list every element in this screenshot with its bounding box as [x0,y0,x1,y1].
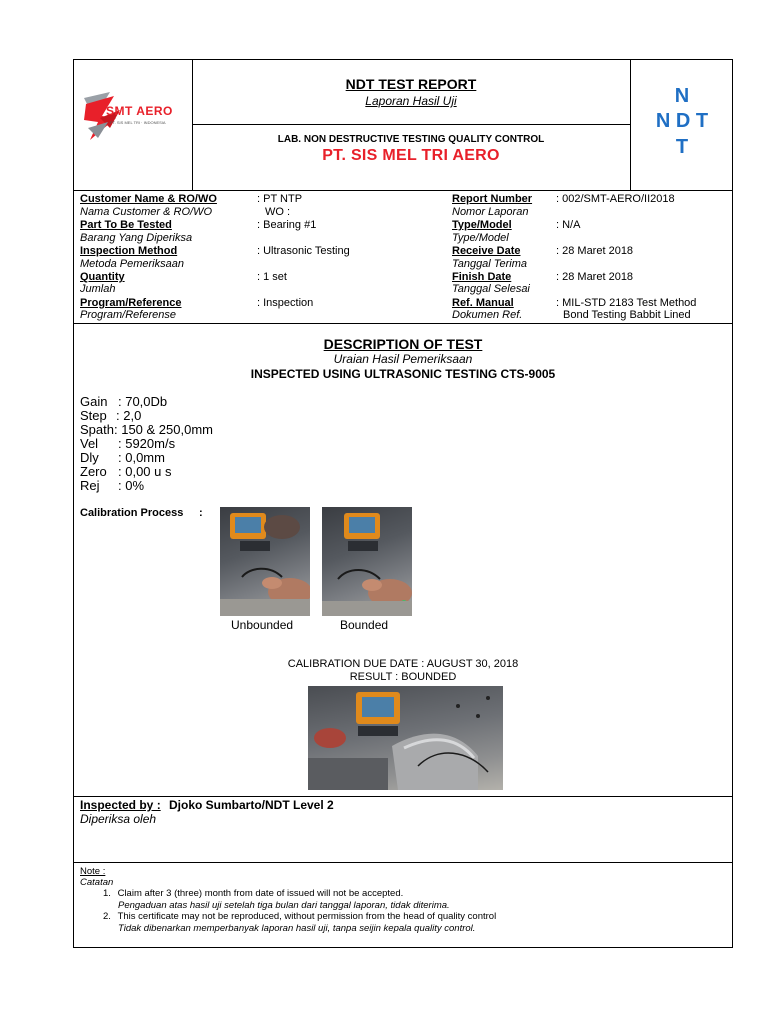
param-value: : 2,0 [116,408,142,423]
calibration-photo-bounded [322,507,412,616]
note-item-1 [103,888,450,911]
part-value: : Bearing #1 [257,219,317,231]
receive-date-label-id: Tanggal Terima [452,258,528,270]
note-number: 2. [103,911,111,922]
inspector-bottom-line [73,862,733,863]
program-label-id: Program/Referense [80,309,176,321]
param-label: Zero [80,464,107,479]
note-text: Claim after 3 (three) month from date of issued will not be accepted. [117,888,404,899]
company-logo [80,88,188,148]
manual-label-id: Dokumen Ref. [452,309,523,321]
param-label: Gain [80,394,108,409]
photo-contents [308,686,503,790]
param-value: : 5920m/s [118,436,176,451]
method-label: Inspection Method [80,245,178,257]
inspected-by-label-id: Diperiksa oleh [80,812,157,826]
lab-name: LAB. NON DESTRUCTIVE TESTING QUALITY CONTROL [277,134,545,145]
receive-date-label: Receive Date [452,245,521,257]
calibration-result: RESULT : BOUNDED [349,671,457,683]
type-label-id: Type/Model [452,232,509,244]
header-bottom-line [73,190,733,191]
result-photo [308,686,503,790]
report-number-value: : 002/SMT-AERO/II2018 [556,193,675,205]
customer-label-id: Nama Customer & RO/WO [80,206,213,218]
company-name: PT. SIS MEL TRI AERO [322,147,500,164]
note-title-id: Catatan [80,877,114,888]
report-title: NDT TEST REPORT [345,76,477,92]
param-value: : 70,0Db [118,394,168,409]
report-number-label-id: Nomor Laporan [452,206,529,218]
param-label: Rej [80,478,100,493]
logo-subtext: PT. SIS MEL TRI · INDONESIA [110,120,166,125]
part-label-id: Barang Yang Diperiksa [80,232,193,244]
quantity-value: : 1 set [257,271,287,283]
param-value: : 0% [118,478,145,493]
receive-date-value: : 28 Maret 2018 [556,245,634,257]
param-value: : 150 & 250,0mm [114,422,213,437]
param-value: : 0,00 u s [118,464,172,479]
note-number: 1. [103,888,111,899]
param-rej [80,478,145,493]
program-value: : Inspection [257,297,314,309]
info-bottom-line [73,323,733,324]
description-subtitle: Uraian Hasil Pemeriksaan [333,352,473,366]
inspected-by-label: Inspected by : [80,798,161,812]
calibration-due-date: CALIBRATION DUE DATE : AUGUST 30, 2018 [287,658,519,670]
param-spath [80,422,213,437]
calibration-colon: : [199,507,203,519]
note-text: This certificate may not be reproduced, without permission from the head of quality control [117,911,497,922]
description-method: INSPECTED USING ULTRASONIC TESTING CTS-9005 [250,367,556,381]
photo-contents [220,507,310,616]
customer-value: : PT NTP [257,193,303,205]
param-zero [80,464,172,479]
finish-date-label: Finish Date [452,271,512,283]
param-label: Dly [80,450,99,465]
quantity-label-id: Jumlah [80,283,116,295]
finish-date-label-id: Tanggal Selesai [452,283,530,295]
param-label: Vel [80,436,99,451]
photo-caption-unbounded: Unbounded [231,618,294,632]
customer-wo: WO : [265,206,291,218]
param-label: Spath [80,422,114,437]
param-label: Step [80,408,107,423]
param-value: : 0,0mm [118,450,165,465]
finish-date-value: : 28 Maret 2018 [556,271,634,283]
inspector-name: Djoko Sumbarto/NDT Level 2 [169,798,334,812]
type-label: Type/Model [452,219,512,231]
note-item-2 [103,911,496,934]
report-number-label: Report Number [452,193,533,205]
param-dly [80,450,165,465]
method-value: : Ultrasonic Testing [257,245,350,257]
parameter-list [80,394,213,493]
program-label: Program/Reference [80,297,182,309]
ndt-mark-3: T [675,136,689,158]
ndt-mark-1: N [674,85,690,107]
photo-contents [322,507,412,616]
calibration-photo-unbounded [220,507,310,616]
method-label-id: Metoda Pemeriksaan [80,258,184,270]
param-vel [80,436,176,451]
calibration-label: Calibration Process [80,507,184,519]
type-value: : N/A [556,219,581,231]
param-gain [80,394,168,409]
param-step [80,408,142,423]
logo-graphic [80,88,188,148]
description-bottom-line [73,796,733,797]
note-text-id: Pengaduan atas hasil uji setelah tiga bulan dari tanggal laporan, tidak diterima. [118,899,450,911]
description-title: DESCRIPTION OF TEST [323,336,483,352]
note-title: Note : [80,866,106,877]
manual-value: : MIL-STD 2183 Test Method [556,297,697,309]
report-subtitle: Laporan Hasil Uji [365,94,457,108]
logo-text: SMT AERO [106,104,173,118]
manual-value-2: Bond Testing Babbit Lined [563,309,691,321]
photo-caption-bounded: Bounded [340,618,389,632]
customer-label: Customer Name & RO/WO [80,193,217,205]
quantity-label: Quantity [80,271,125,283]
ndt-mark-2: N D T [655,110,709,132]
manual-label: Ref. Manual [452,297,514,309]
part-label: Part To Be Tested [80,219,172,231]
header-title-divider [192,124,630,125]
note-text-id: Tidak dibenarkan memperbanyak laporan hasil uji, tanpa seijin kepala quality control. [118,922,476,934]
